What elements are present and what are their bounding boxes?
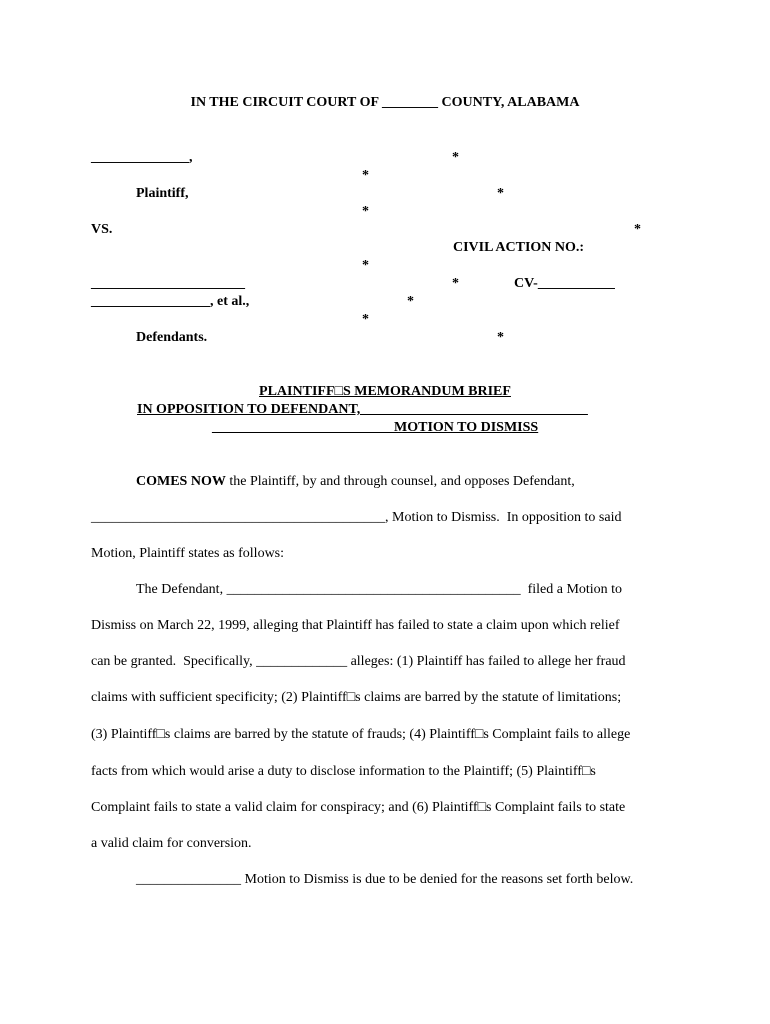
caption-separator-star: * <box>407 294 414 309</box>
body-line-8: (3) Plaintiff□s claims are barred by the statute of frauds; (4) Plaintiff□s Complaint fails to allege <box>91 727 631 742</box>
brief-title-line-1: PLAINTIFF□S MEMORANDUM BRIEF <box>259 384 511 399</box>
caption-separator-star: * <box>497 330 504 345</box>
caption-separator-star: * <box>362 258 369 273</box>
caption-separator-star: * <box>362 312 369 327</box>
vs-label: VS. <box>91 222 113 237</box>
plaintiff-label: Plaintiff, <box>136 186 189 201</box>
body-line-2: __________________________________________, Motion to Dismiss. In opposition to said <box>91 510 622 525</box>
body-line-12: _______________ Motion to Dismiss is due to be denied for the reasons set forth below. <box>136 872 634 887</box>
defendant-name-blank-1: ______________________ <box>91 276 245 291</box>
comes-now-phrase: COMES NOW <box>136 474 226 489</box>
plaintiff-name-blank: ______________, <box>91 150 193 165</box>
body-line-1-text: the Plaintiff, by and through counsel, and opposes Defendant, <box>225 474 575 489</box>
case-number-field: CV-___________ <box>514 276 615 291</box>
caption-separator-star: * <box>452 150 459 165</box>
caption-separator-star: * <box>362 168 369 183</box>
defendant-name-blank-2: _________________, et al., <box>91 294 250 309</box>
body-line-6: can be granted. Specifically, _____________ alleges: (1) Plaintiff has failed to allege her fraud <box>91 654 626 669</box>
caption-separator-star: * <box>362 204 369 219</box>
civil-action-label: CIVIL ACTION NO.: <box>453 240 585 255</box>
body-line-10: Complaint fails to state a valid claim for conspiracy; and (6) Plaintiff□s Complaint fails to state <box>91 800 626 815</box>
caption-separator-star: * <box>634 222 641 237</box>
body-line-5: Dismiss on March 22, 1999, alleging that Plaintiff has failed to state a claim upon which relief <box>91 618 620 633</box>
body-line-1 <box>136 474 575 490</box>
body-line-4: The Defendant, __________________________________________ filed a Motion to <box>136 582 623 597</box>
body-line-7: claims with sufficient specificity; (2) Plaintiff□s claims are barred by the statute of limitations; <box>91 690 622 705</box>
body-line-11: a valid claim for conversion. <box>91 836 252 851</box>
caption-separator-star: * <box>452 276 459 291</box>
court-heading: IN THE CIRCUIT COURT OF ________ COUNTY, ALABAMA <box>190 95 580 110</box>
brief-title-line-3: __________________________MOTION TO DISMISS <box>212 420 539 435</box>
body-line-3: Motion, Plaintiff states as follows: <box>91 546 285 561</box>
body-line-9: facts from which would arise a duty to disclose information to the Plaintiff; (5) Plaintiff□s <box>91 764 596 779</box>
caption-separator-star: * <box>497 186 504 201</box>
brief-title-line-2: IN OPPOSITION TO DEFENDANT, ________________________________ <box>137 402 588 417</box>
defendants-label: Defendants. <box>136 330 208 345</box>
